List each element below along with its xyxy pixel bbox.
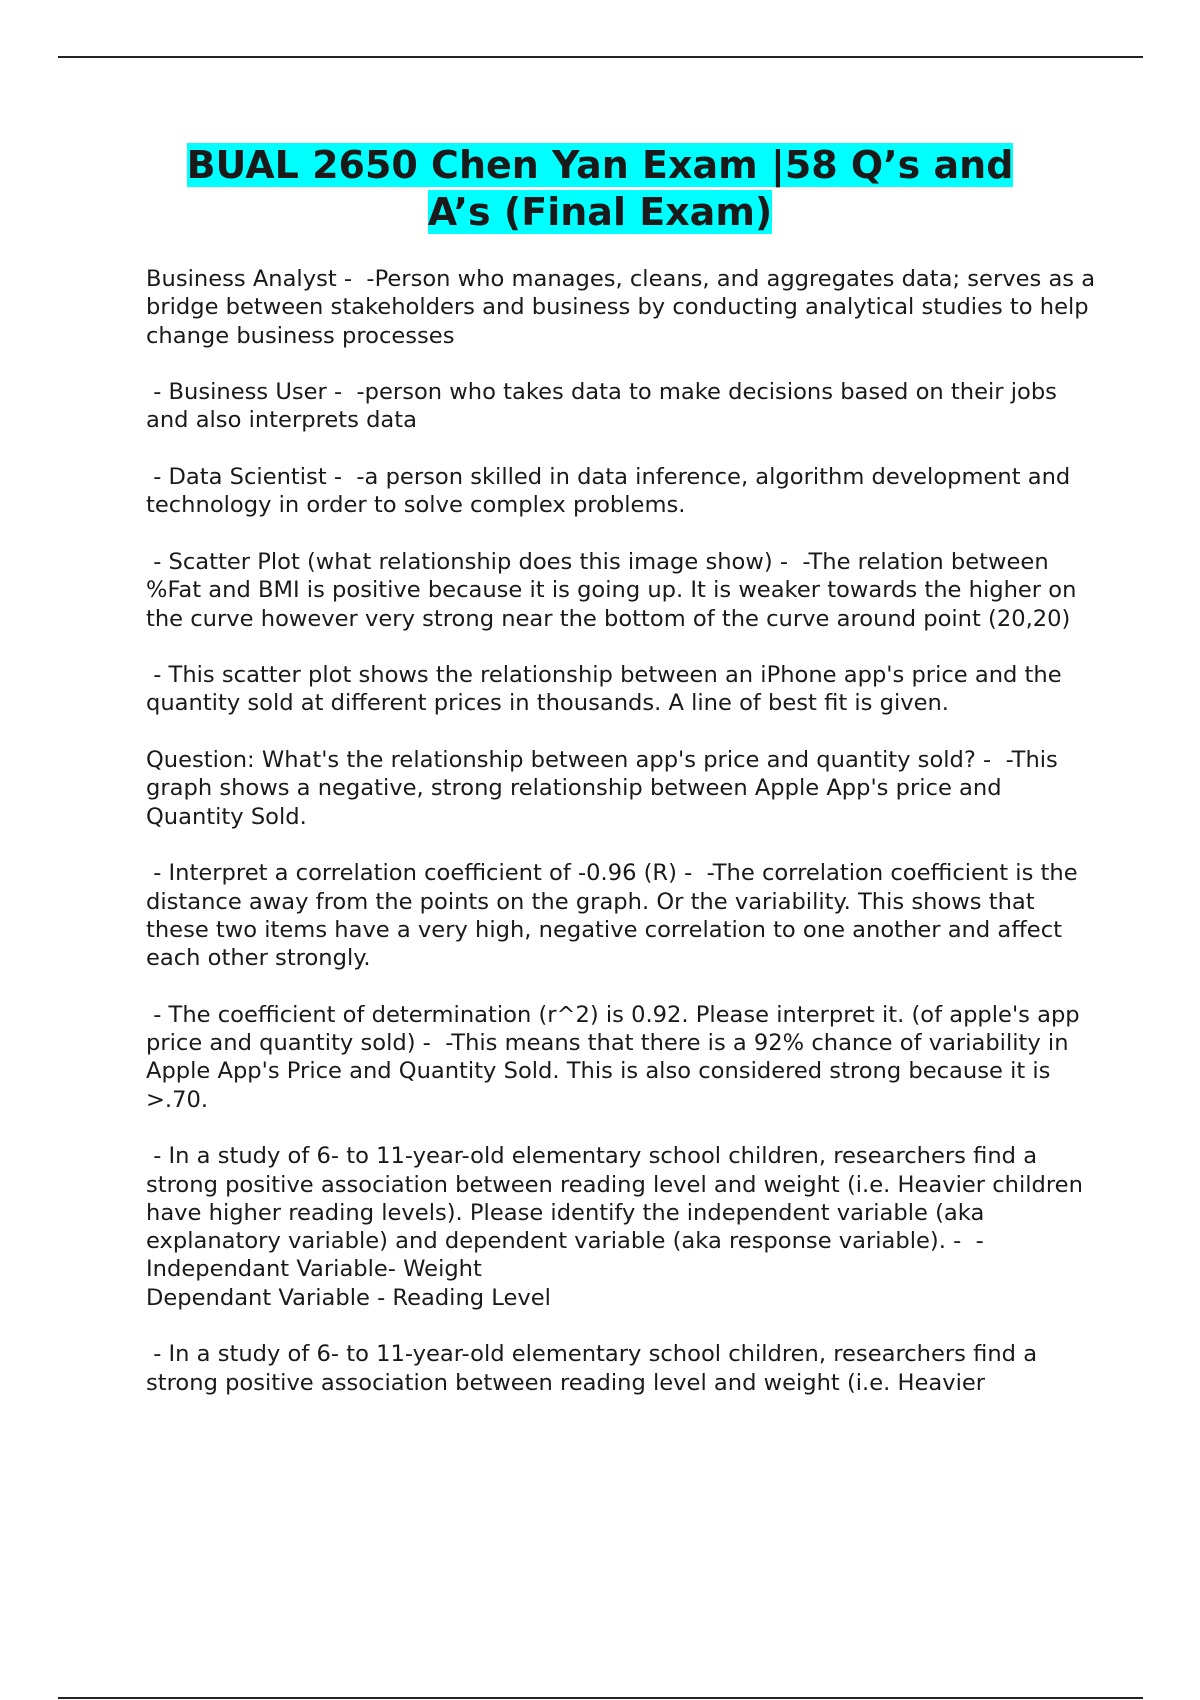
qa-term: - The coefficient of determination (r^2) is 0.92. Please interpret it. (of apple's app price and quantity sold) -: [146, 1001, 1087, 1057]
qa-term: - Business User -: [146, 379, 357, 406]
qa-entry: [146, 1001, 1096, 1114]
qa-entry: [146, 1142, 1096, 1312]
qa-term: - Scatter Plot (what relationship does this image show) -: [146, 548, 803, 575]
qa-list: [146, 265, 1103, 1425]
qa-answer: -Independant Variable- Weight Dependant Variable - Reading Level: [146, 1228, 984, 1311]
qa-answer: -The relation between %Fat and BMI is positive because it is going up. It is weaker towards the higher on the curve however very strong near the bottom of the curve around point (20,20): [146, 548, 1084, 632]
qa-answer: -person who takes data to make decisions based on their jobs and also interprets data: [146, 379, 1065, 434]
qa-term: - This scatter plot shows the relationship between an iPhone app's price and the quantity sold at different prices in thousands. A line of best fit is given.: [146, 662, 1069, 717]
qa-term: - In a study of 6- to 11-year-old elementary school children, researchers find a strong positive association between reading level and weight (i.e. Heavier: [146, 1341, 1045, 1396]
qa-entry: [146, 746, 1096, 831]
title-line-2: A’s (Final Exam): [427, 190, 773, 234]
qa-answer: -Person who manages, cleans, and aggregates data; serves as a bridge between stakeholders and business by conducting analytical studies to help change business processes: [146, 266, 1103, 349]
qa-entry: [146, 463, 1096, 520]
page-title: [100, 142, 1100, 236]
qa-entry: [146, 661, 1096, 718]
qa-term: - In a study of 6- to 11-year-old elementary school children, researchers find a strong positive association between reading level and weight (i.e. Heavier children have higher reading levels). Please identify the independent variable (aka explanatory variable) and dependent variable (aka response variable). -: [146, 1143, 1091, 1255]
qa-entry: [146, 859, 1096, 972]
qa-entry: [146, 378, 1096, 435]
qa-term: Business Analyst -: [146, 266, 367, 292]
qa-answer: -The correlation coefficient is the distance away from the points on the graph. Or the variability. This shows that these two items have a very high, negative correlation to one another and affect each other strongly.: [146, 860, 1085, 972]
qa-term: Question: What's the relationship between app's price and quantity sold? -: [146, 747, 1006, 774]
qa-answer: -This graph shows a negative, strong relationship between Apple App's price and Quantity Sold.: [146, 747, 1066, 830]
qa-answer: -a person skilled in data inference, algorithm development and technology in order to solve complex problems.: [146, 464, 1078, 519]
qa-term: - Interpret a correlation coefficient of -0.96 (R) -: [146, 860, 707, 887]
qa-entry: [146, 1340, 1096, 1397]
qa-entry: [146, 548, 1096, 633]
qa-entry: [146, 265, 1103, 350]
qa-answer: -This means that there is a 92% chance of variability in Apple App's Price and Quantity Sold. This is also considered strong because it is >.70.: [146, 1030, 1076, 1113]
title-line-1: BUAL 2650 Chen Yan Exam |58 Q’s and: [186, 143, 1014, 187]
bottom-rule: [58, 1697, 1143, 1699]
qa-term: - Data Scientist -: [146, 464, 357, 491]
top-rule: [58, 56, 1143, 58]
